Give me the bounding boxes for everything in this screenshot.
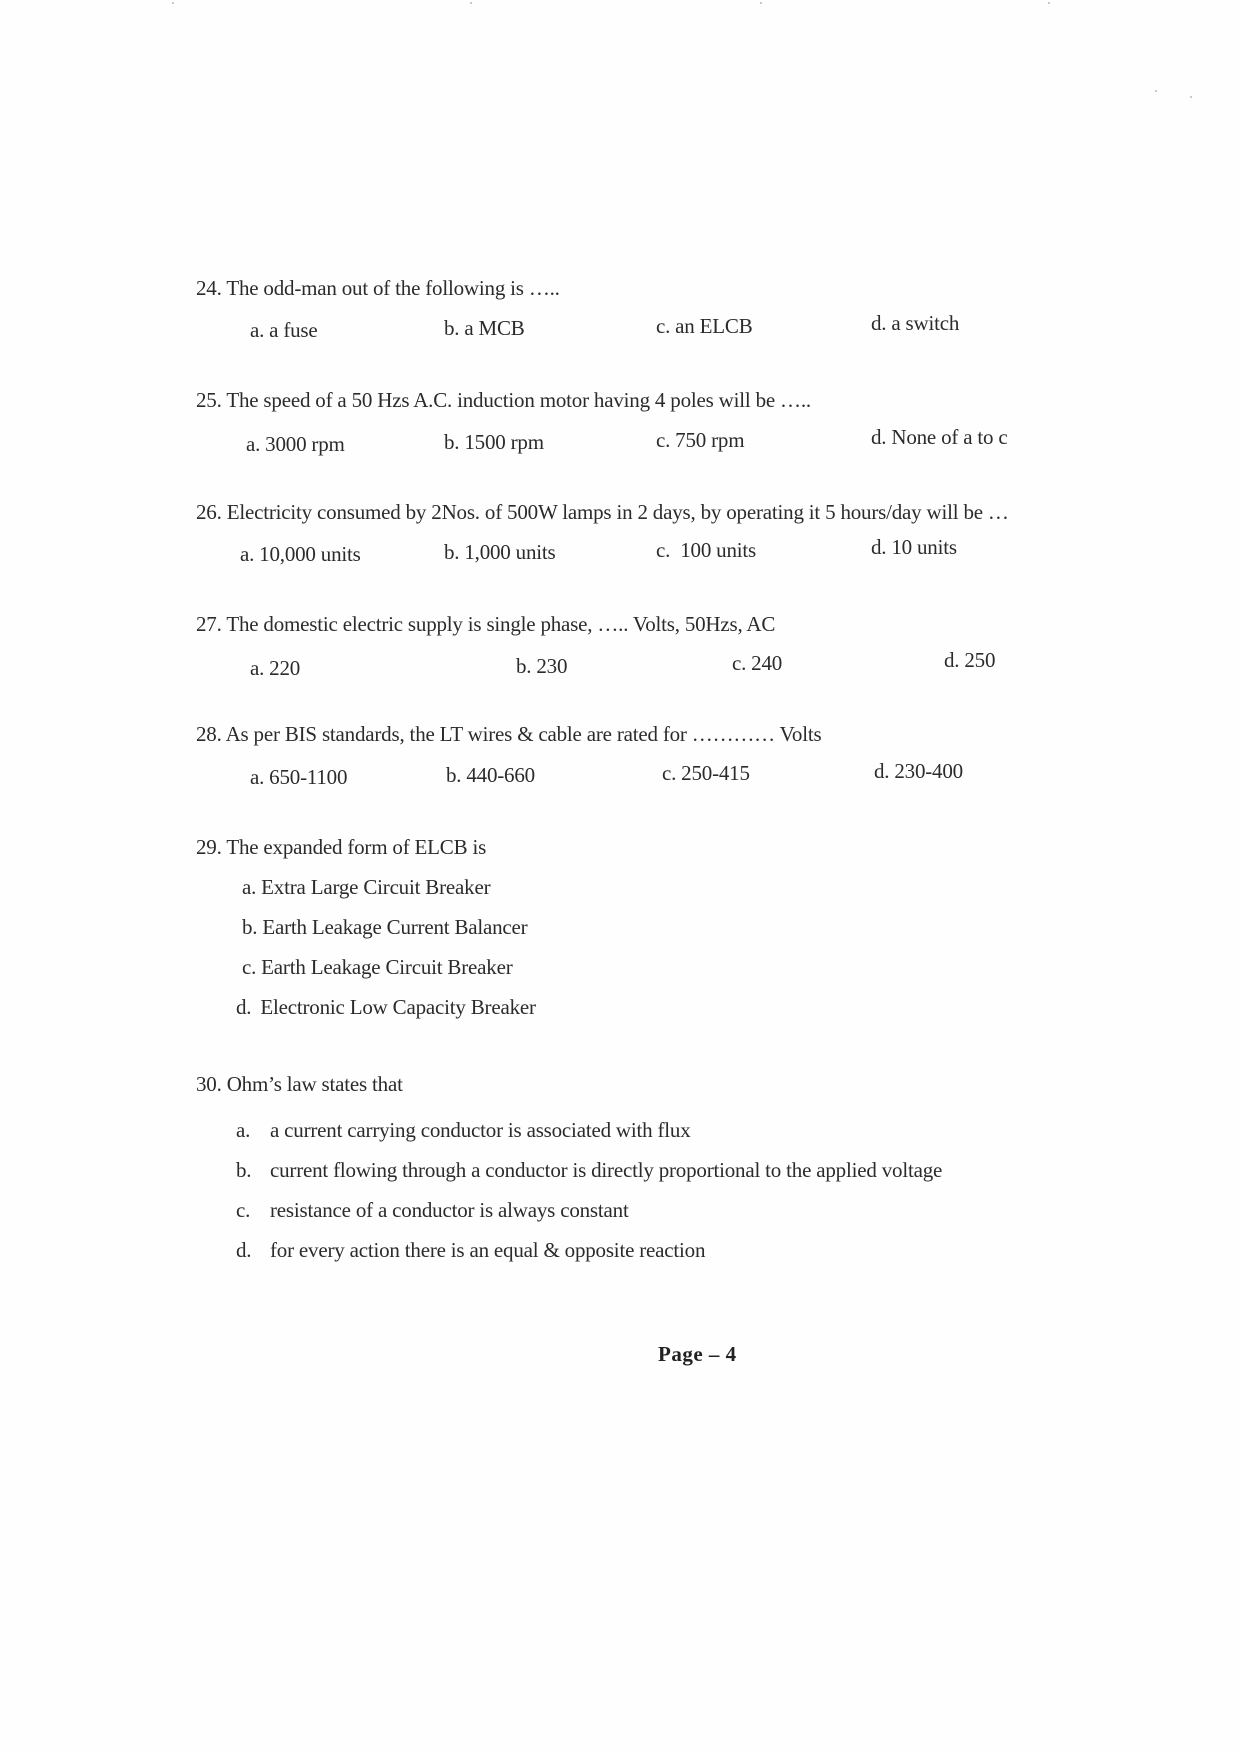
option-text: 100 units <box>675 538 757 562</box>
option-text: 10,000 units <box>259 542 361 566</box>
option-text: 230 <box>536 654 568 678</box>
option-text: resistance of a conductor is always constant <box>270 1198 629 1222</box>
question-text: The domestic electric supply is single phase, ….. Volts, 50Hzs, AC <box>226 612 776 636</box>
option-letter: d. <box>944 648 960 672</box>
option-c <box>732 651 782 676</box>
option-letter: c. <box>656 314 671 338</box>
option-letter: c. <box>662 761 677 785</box>
option-c <box>662 761 750 786</box>
question-stem <box>196 500 1009 525</box>
option-d <box>236 1238 705 1263</box>
option-text: 240 <box>751 651 783 675</box>
scan-speck <box>760 2 762 4</box>
question-text: The odd-man out of the following is ….. <box>226 276 560 300</box>
option-text: 250 <box>964 648 996 672</box>
scan-speck <box>470 2 472 4</box>
option-text: 1500 rpm <box>464 430 544 454</box>
option-d <box>944 648 995 673</box>
question-text: The expanded form of ELCB is <box>226 835 487 859</box>
option-text: for every action there is an equal & opposite reaction <box>270 1238 706 1262</box>
option-b <box>236 1158 942 1183</box>
question-text: As per BIS standards, the LT wires & cable are rated for ………… Volts <box>225 722 822 746</box>
option-c <box>656 314 753 339</box>
option-letter: c. <box>656 428 671 452</box>
option-letter: b. <box>446 763 462 787</box>
option-letter: d. <box>874 759 890 783</box>
option-letter: a. <box>242 875 257 899</box>
option-d <box>871 311 959 336</box>
option-a <box>240 542 361 567</box>
question-text: The speed of a 50 Hzs A.C. induction motor having 4 poles will be ….. <box>226 388 811 412</box>
option-text: 10 units <box>891 535 957 559</box>
option-text: 250-415 <box>681 761 750 785</box>
option-text: 440-660 <box>466 763 535 787</box>
option-letter: c. <box>732 651 747 675</box>
option-text: 3000 rpm <box>265 432 345 456</box>
question-stem <box>196 276 560 301</box>
option-letter: d. <box>236 995 252 1019</box>
option-c <box>656 428 744 453</box>
option-text: a MCB <box>464 316 525 340</box>
option-letter: b. <box>444 430 460 454</box>
option-letter: a. <box>246 432 261 456</box>
option-text: None of a to c <box>891 425 1008 449</box>
option-a <box>236 1118 691 1143</box>
page-number: Page – 4 <box>658 1342 737 1366</box>
option-c <box>656 538 756 563</box>
option-b <box>242 915 527 940</box>
question-number: 28. <box>196 722 222 746</box>
option-letter: b. <box>516 654 532 678</box>
option-b <box>444 316 525 341</box>
option-b <box>444 540 556 565</box>
option-text: Earth Leakage Current Balancer <box>262 915 528 939</box>
option-text: Extra Large Circuit Breaker <box>261 875 491 899</box>
option-letter: d. <box>236 1238 252 1262</box>
option-d <box>236 995 536 1020</box>
option-a <box>246 432 345 457</box>
option-d <box>874 759 963 784</box>
option-a <box>250 318 318 343</box>
question-stem <box>196 612 775 637</box>
option-a <box>242 875 490 900</box>
option-text: current flowing through a conductor is directly proportional to the applied voltage <box>270 1158 943 1182</box>
scan-speck <box>1048 2 1050 4</box>
option-text: a fuse <box>269 318 318 342</box>
option-letter: a. <box>236 1118 251 1142</box>
option-c <box>236 1198 629 1223</box>
option-letter: d. <box>871 311 887 335</box>
question-number: 29. <box>196 835 222 859</box>
option-letter: c. <box>236 1198 251 1222</box>
option-text: an ELCB <box>675 314 753 338</box>
option-text: Electronic Low Capacity Breaker <box>260 995 536 1019</box>
option-text: a switch <box>891 311 960 335</box>
question-text: Electricity consumed by 2Nos. of 500W lamps in 2 days, by operating it 5 hours/day will be … <box>226 500 1009 524</box>
question-number: 24. <box>196 276 222 300</box>
option-b <box>444 430 544 455</box>
option-letter: c. <box>656 538 671 562</box>
option-c <box>242 955 513 980</box>
option-b <box>446 763 535 788</box>
question-number: 30. <box>196 1072 222 1096</box>
option-text: a current carrying conductor is associated with flux <box>270 1118 691 1142</box>
question-stem <box>196 1072 403 1097</box>
option-letter: b. <box>444 540 460 564</box>
option-text: 230-400 <box>894 759 963 783</box>
option-letter: a. <box>250 765 265 789</box>
question-number: 26. <box>196 500 222 524</box>
scan-speck <box>172 2 174 4</box>
option-text: 750 rpm <box>675 428 745 452</box>
option-letter: a. <box>250 656 265 680</box>
scan-speck <box>1155 90 1157 92</box>
question-stem <box>196 835 486 860</box>
question-text: Ohm’s law states that <box>226 1072 403 1096</box>
option-letter: a. <box>250 318 265 342</box>
question-stem <box>196 388 811 413</box>
option-b <box>516 654 567 679</box>
scan-speck <box>1190 96 1192 98</box>
option-a <box>250 765 347 790</box>
question-number: 27. <box>196 612 222 636</box>
option-text: 220 <box>269 656 301 680</box>
option-d <box>871 425 1008 450</box>
option-letter: d. <box>871 425 887 449</box>
question-number: 25. <box>196 388 222 412</box>
option-a <box>250 656 300 681</box>
option-text: Earth Leakage Circuit Breaker <box>261 955 513 979</box>
option-letter: b. <box>444 316 460 340</box>
option-text: 650-1100 <box>269 765 348 789</box>
option-letter: b. <box>242 915 258 939</box>
option-letter: c. <box>242 955 257 979</box>
option-letter: b. <box>236 1158 252 1182</box>
option-letter: a. <box>240 542 255 566</box>
question-stem <box>196 722 821 747</box>
option-letter: d. <box>871 535 887 559</box>
option-text: 1,000 units <box>464 540 556 564</box>
option-d <box>871 535 957 560</box>
